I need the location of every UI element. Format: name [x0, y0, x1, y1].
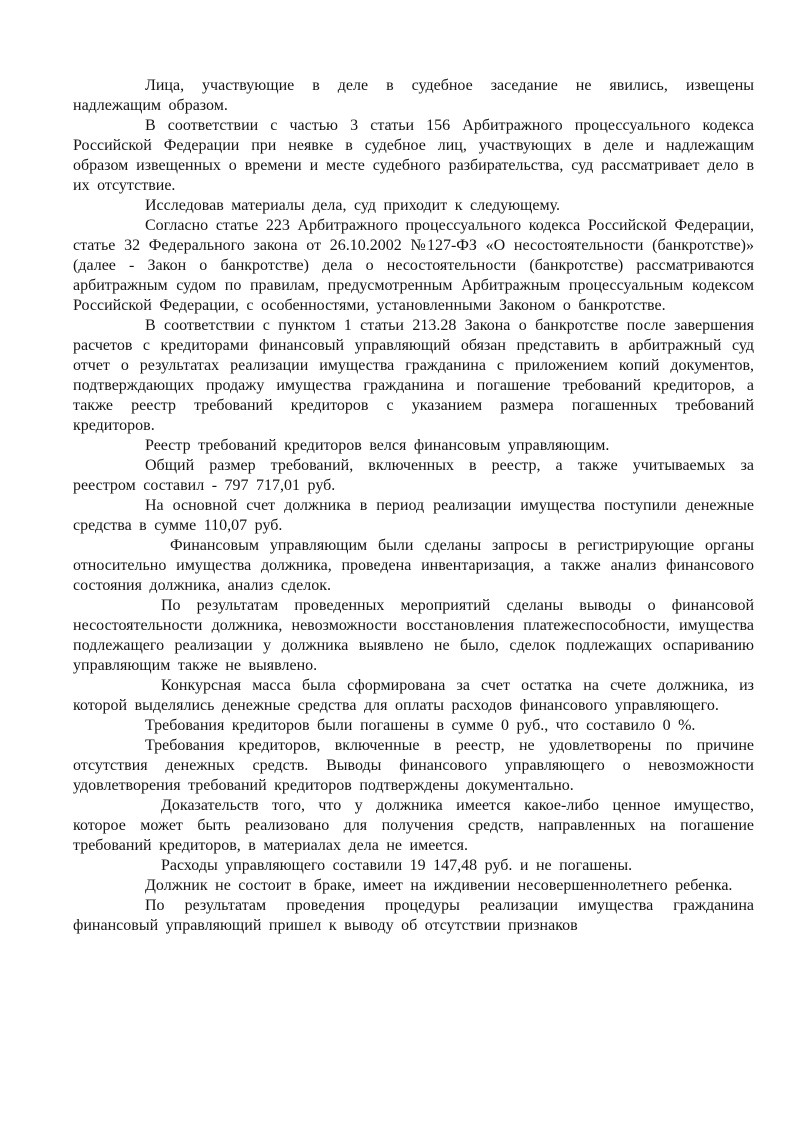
- paragraph: Требования кредиторов были погашены в сумме 0 руб., что составило 0 %.: [145, 717, 696, 734]
- paragraph: Финансовым управляющим были сделаны запросы в регистрирующие органы относительно имущества должника, проведена инвентаризация, а также анализ финансового состояния должника, анализ сделок.: [73, 537, 754, 594]
- paragraph: По результатам проведения процедуры реализации имущества гражданина финансовый управляющий пришел к выводу об отсутствии признаков: [73, 897, 754, 934]
- paragraph: Общий размер требований, включенных в реестр, а также учитываемых за реестром составил - 797 717,01 руб.: [73, 457, 754, 494]
- paragraph: Должник не состоит в браке, имеет на иждивении несовершеннолетнего ребенка.: [145, 877, 733, 894]
- paragraph: Расходы управляющего составили 19 147,48 руб. и не погашены.: [161, 857, 633, 874]
- paragraph: По результатам проведенных мероприятий сделаны выводы о финансовой несостоятельности должника, невозможности восстановления платежеспособности, имущества подлежащего реализации у должника выявлено не было, сделок подлежащих оспариванию управляющим также не выявлено.: [73, 597, 754, 674]
- paragraph: Реестр требований кредиторов велся финансовым управляющим.: [145, 437, 610, 454]
- paragraph: В соответствии с пунктом 1 статьи 213.28 Закона о банкротстве после завершения расчетов с кредиторами финансовый управляющий обязан представить в арбитражный суд отчет о результатах реализации имущества гражданина с приложением копий документов, подтверждающих продажу имущества гражданина и погашение требований кредиторов, а также реестр требований кредиторов с указанием размера погашенных требований кредиторов.: [73, 317, 754, 434]
- paragraph: Исследовав материалы дела, суд приходит к следующему.: [145, 197, 560, 214]
- paragraph: В соответствии с частью 3 статьи 156 Арбитражного процессуального кодекса Российской Федерации при неявке в судебное лиц, участвующих в деле и надлежащим образом извещенных о времени и месте судебного разбирательства, суд рассматривает дело в их отсутствие.: [73, 117, 754, 194]
- paragraph: Согласно статье 223 Арбитражного процессуального кодекса Российской Федерации, статье 32 Федерального закона от 26.10.2002 №127-ФЗ «О несостоятельности (банкротстве)» (далее - Закон о банкротстве) дела о несостоятельности (банкротстве) рассматриваются арбитражным судом по правилам, предусмотренным Арбитражным процессуальным кодексом Российской Федерации, с особенностями, установленными Законом о банкротстве.: [73, 217, 754, 314]
- paragraph: Требования кредиторов, включенные в реестр, не удовлетворены по причине отсутствия денежных средств. Выводы финансового управляющего о невозможности удовлетворения требований кредиторов подтверждены документально.: [73, 737, 754, 794]
- paragraph: Лица, участвующие в деле в судебное заседание не явились, извещены надлежащим образом.: [73, 77, 754, 114]
- paragraph: Доказательств того, что у должника имеется какое-либо ценное имущество, которое может быть реализовано для получения средств, направленных на погашение требований кредиторов, в материалах дела не имеется.: [73, 797, 754, 854]
- paragraph: Конкурсная масса была сформирована за счет остатка на счете должника, из которой выделялись денежные средства для оплаты расходов финансового управляющего.: [73, 677, 754, 714]
- paragraph: На основной счет должника в период реализации имущества поступили денежные средства в сумме 110,07 руб.: [73, 497, 754, 534]
- document-text-block: [73, 76, 754, 936]
